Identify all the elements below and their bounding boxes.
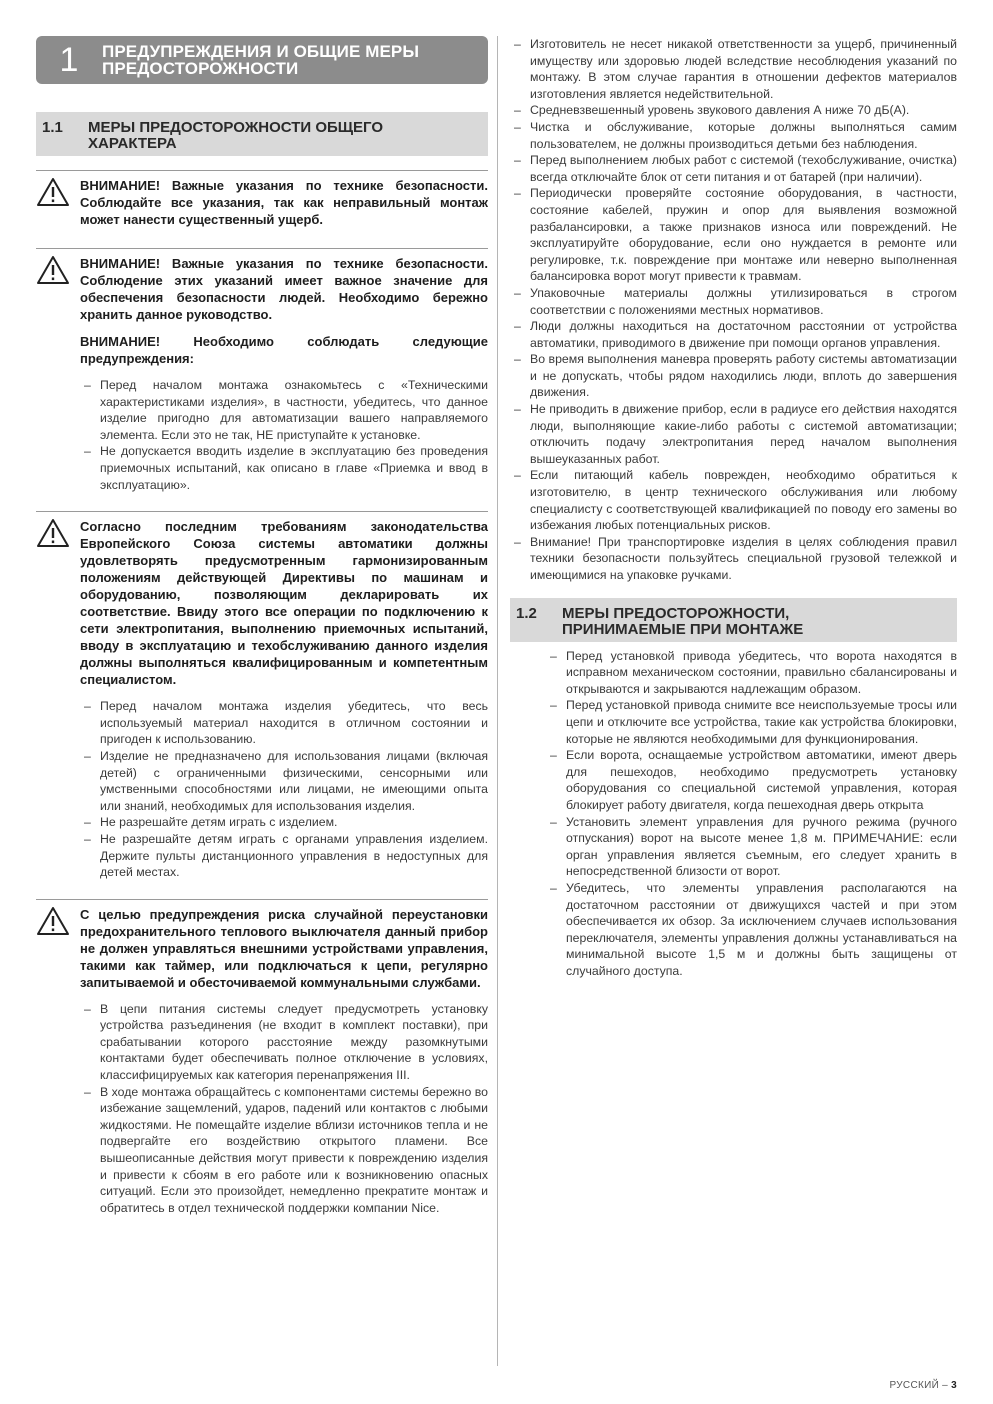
warning-block-4: [36, 899, 488, 1227]
list-item: – Не приводить в движение прибор, если в радиусе его действия находятся люди, выполняющие какие-либо работы с системой автоматизации; отключить подачу электропитания перед началом выполнения вышеуказанных работ.: [510, 401, 957, 467]
list-item: – Если ворота, оснащаемые устройством автоматики, имеют дверь для пешеходов, необходимо предусмотреть установку оборудования со специальной системой управления, которая блокирует работу двигателя, когда пешеходная дверь открыта: [546, 747, 957, 813]
warning-subheading: ВНИМАНИЕ! Необходимо соблюдать следующие предупреждения:: [80, 334, 488, 366]
list-item: – Если питающий кабель поврежден, необходимо обратиться к изготовителю, в центр технического обслуживания или любому специалисту с соответствующей квалификацией по поводу его замены во избежания любых потенциальных рисков.: [510, 467, 957, 533]
warning-list: [80, 377, 488, 493]
list-item: – Перед началом монтажа ознакомьтесь с «Техническими характеристиками изделия», в частности, убедитесь, что данное изделие пригодно для автоматизации вашего направляемого элемента. Если это не так, НЕ приступайте к установке.: [80, 377, 488, 443]
list-item: – Убедитесь, что элементы управления располагаются на достаточном расстоянии от движущихся частей и при этом обеспечивается их обзор. За исключением случаев использования переключателя, элементы управления должны устанавливаться на минимальной высоте 1,5 м и должны быть защищены от случайного доступа.: [546, 880, 957, 980]
section-number: 1.2: [516, 604, 537, 622]
warning-block-3: [36, 511, 488, 891]
warning-text: ВНИМАНИЕ! Важные указания по технике безопасности. Соблюдение этих указаний имеет важное значение для обеспечения безопасности людей. Необходимо бережно хранить данное руководство.: [80, 256, 488, 322]
warning-text: ВНИМАНИЕ! Важные указания по технике безопасности. Соблюдайте все указания, так как неправильный монтаж может нанести существенный ущерб.: [80, 178, 488, 227]
section-number: 1.1: [42, 119, 63, 136]
warning-block-1: [36, 170, 488, 238]
chapter-number: 1: [59, 41, 79, 79]
page-number: 3: [951, 1380, 957, 1391]
warning-triangle-icon: [36, 518, 80, 891]
chapter-title: ПРЕДУПРЕЖДЕНИЯ И ОБЩИЕ МЕРЫ ПРЕДОСТОРОЖНОСТИ: [102, 42, 420, 78]
list-item: – Не разрешайте детям играть с изделием.: [80, 814, 488, 831]
chapter-header: [36, 36, 488, 84]
warning-triangle-icon: [36, 906, 80, 1227]
list-item: – Перед началом монтажа изделия убедитесь, что весь используемый материал находится в отличном состоянии и пригоден к использованию.: [80, 698, 488, 748]
warning-list: [80, 698, 488, 881]
warning-text: Согласно последним требованиям законодательства Европейского Союза системы автоматики должны удовлетворять предусмотренным гармонизированным положениям действующей Директивы по машинам и оборудованию, позволяющим декларировать их соответствие. Ввиду этого все операции по подключению к сети электропитания, выполнению приемочных испытаний, вводу в эксплуатацию и техобслуживанию данного изделия должны выполняться квалифицированным и компетентным специалистом.: [80, 519, 488, 688]
list-item: – Установить элемент управления для ручного режима (ручного отпускания) ворот на высоте менее 1,8 м. ПРИМЕЧАНИЕ: если орган управления является съемным, его следует хранить в непосредственной близости от ворот.: [546, 814, 957, 880]
list-item: – Периодически проверяйте состояние оборудования, в частности, состояние кабелей, пружин и опор для выявления возможной разбалансировки, а также признаков износа или повреждений. Не эксплуатируйте оборудование, если оно нуждается в ремонте или регулировке, т.к. повреждение при монтаже или неверно выполненная балансировка ворот могут привести к травмам.: [510, 185, 957, 285]
footer-language: РУССКИЙ –: [889, 1380, 949, 1391]
left-column: [36, 36, 488, 1234]
list-item: – Внимание! При транспортировке изделия в целях соблюдения правил техники безопасности пользуйтесь специальной грузовой тележкой и имеющимися на упаковке ручками.: [510, 534, 957, 584]
list-item: – Во время выполнения маневра проверять работу системы автоматизации и не допускать, чтобы рядом находились люди, вплоть до завершения движения.: [510, 351, 957, 401]
list-item: – Упаковочные материалы должны утилизироваться в строгом соответствии с положениями местных нормативов.: [510, 285, 957, 318]
section-title: МЕРЫ ПРЕДОСТОРОЖНОСТИ ОБЩЕГО ХАРАКТЕРА: [88, 119, 384, 152]
precautions-list: [510, 36, 957, 584]
list-item: – В ходе монтажа обращайтесь с компонентами системы бережно во избежание защемлений, ударов, падений или контактов с любыми жидкостями. Не помещайте изделие вблизи источников тепла и не подвергайте его воздействию открытого пламени. Все вышеописанные действия могут привести к повреждению изделия и привести к сбоям в его работе или к возникновению опасных ситуаций. Если это произойдет, немедленно прекратите монтаж и обратитесь в отдел технической поддержки компании Nice.: [80, 1084, 488, 1217]
warning-text: С целью предупреждения риска случайной переустановки предохранительного теплового выключателя данный прибор не должен управляться внешними устройствами управления, такими как таймер, или подключаться к цепи, регулярно запитываемой и обесточиваемой коммунальными службами.: [80, 906, 488, 990]
page-footer: [890, 1380, 957, 1391]
list-item: – Чистка и обслуживание, которые должны выполняться самим пользователем, не должны производиться детьми без наблюдения.: [510, 119, 957, 152]
list-item: – Средневзвешенный уровень звукового давления А ниже 70 дБ(А).: [510, 102, 957, 119]
installation-precautions-list: [510, 648, 957, 980]
list-item: – Изделие не предназначено для использования лицами (включая детей) с ограниченными физическими, сенсорными или умственными способностями или лицами, не имеющими опыта или знаний, необходимых для использования изделия.: [80, 748, 488, 814]
section-1-1-header: [36, 112, 488, 156]
list-item: – Люди должны находиться на достаточном расстоянии от устройства автоматики, приводимого в движение при помощи органов управления.: [510, 318, 957, 351]
warning-triangle-icon: [36, 255, 80, 503]
list-item: – Не допускается вводить изделие в эксплуатацию без проведения приемочных испытаний, как описано в главе «Приемка и ввод в эксплуатацию».: [80, 443, 488, 493]
section-title: МЕРЫ ПРЕДОСТОРОЖНОСТИ, ПРИНИМАЕМЫЕ ПРИ МОНТАЖЕ: [562, 604, 804, 638]
list-item: – В цепи питания системы следует предусмотреть установку устройства разъединения (не входит в комплект поставки), при срабатывании которого расстояние между разомкнутыми контактами будет обеспечивать полное отключение в условиях, классифицируемых как категория перенапряжения III.: [80, 1001, 488, 1084]
warning-triangle-icon: [36, 177, 80, 238]
list-item: – Перед установкой привода убедитесь, что ворота находятся в исправном механическом состоянии, правильно сбалансированы и открываются и закрываются надлежащим образом.: [546, 648, 957, 698]
list-item: – Изготовитель не несет никакой ответственности за ущерб, причиненный имуществу или здоровью людей вследствие несоблюдения указаний по монтажу. В этом случае гарантия в отношении дефектов материалов изготовления является недействительной.: [510, 36, 957, 102]
warning-block-2: [36, 248, 488, 503]
right-column: [510, 36, 957, 989]
list-item: – Не разрешайте детям играть с органами управления изделием. Держите пульты дистанционного управления в недоступных для детей местах.: [80, 831, 488, 881]
column-divider: [497, 36, 498, 1366]
warning-list: [80, 1001, 488, 1217]
list-item: – Перед выполнением любых работ с системой (техобслуживание, очистка) всегда отключайте блок от сети питания и от батарей (при наличии).: [510, 152, 957, 185]
list-item: – Перед установкой привода снимите все неиспользуемые тросы или цепи и отключите все устройства, такие как устройства блокировки, которые не являются необходимыми для функционирования.: [546, 697, 957, 747]
section-1-2-header: [510, 598, 957, 642]
